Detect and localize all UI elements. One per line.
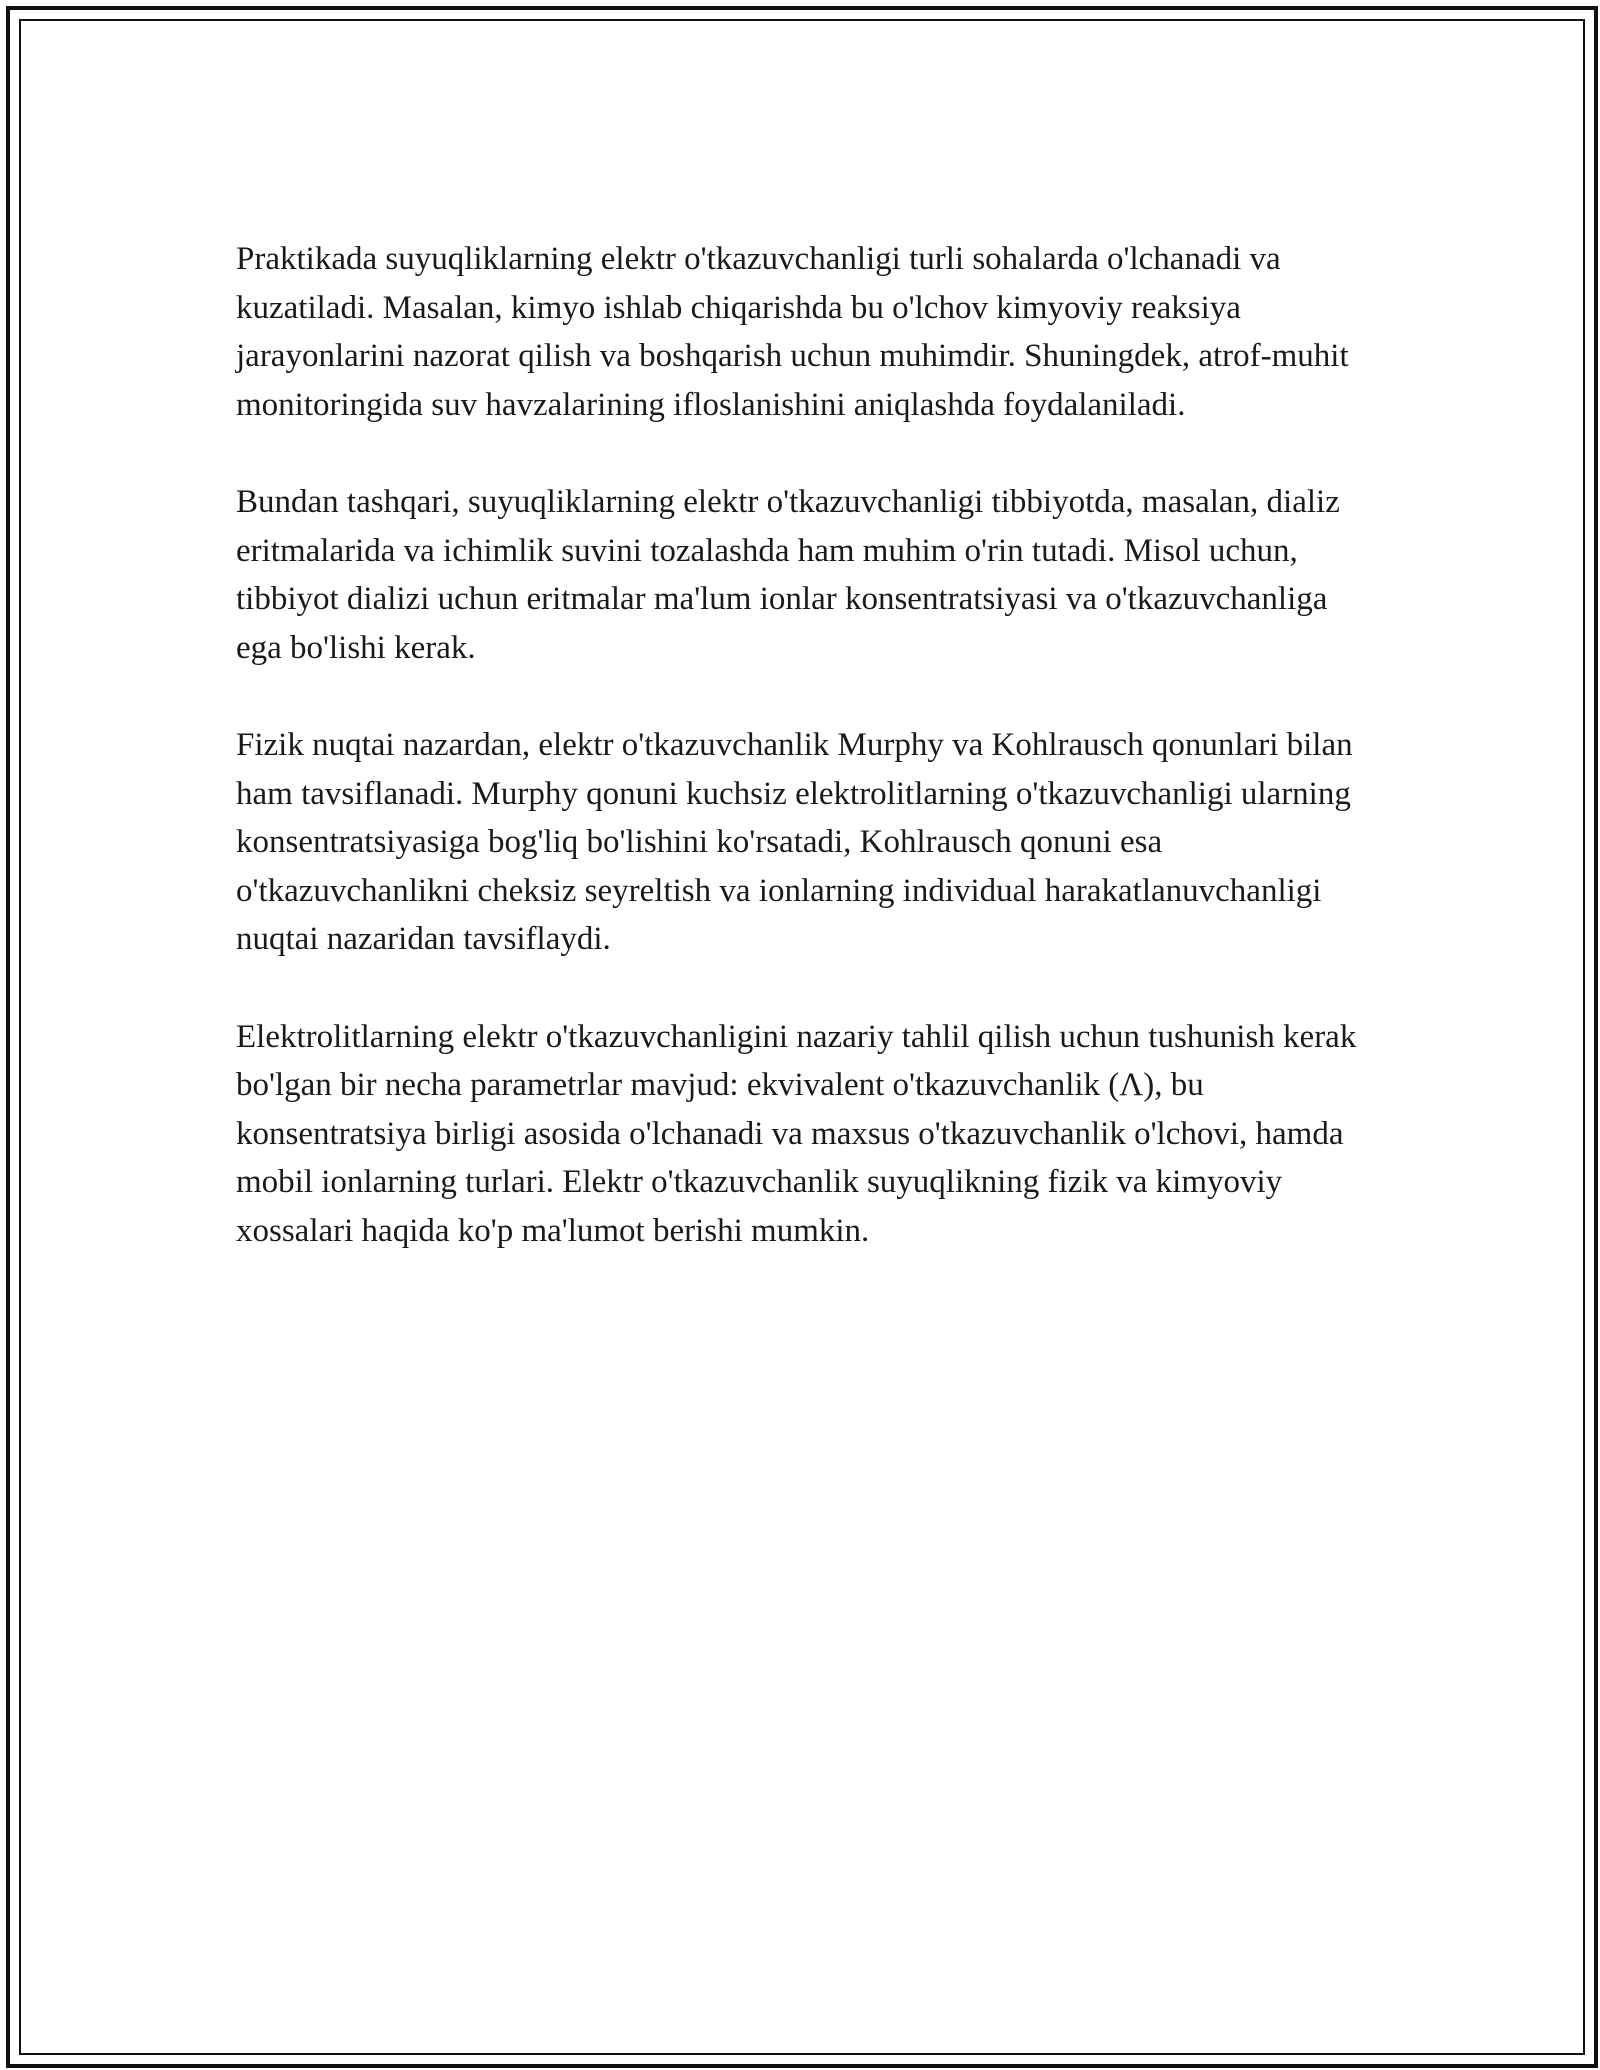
paragraph-3: Fizik nuqtai nazardan, elektr o'tkazuvchanlik Murphy va Kohlrausch qonunlari bilan ham tavsiflanadi. Murphy qonuni kuchsiz elektrolitlarning o'tkazuvchanligi ularning konsentratsiyasiga bog'liq bo'lishini ko'rsatadi, Kohlrausch qonuni esa o'tkazuvchanlikni cheksiz seyreltish va ionlarning individual harakatlanuvchanligi nuqtai nazaridan tavsiflaydi. — [236, 726, 1353, 958]
paragraph-1: Praktikada suyuqliklarning elektr o'tkazuvchanligi turli sohalarda o'lchanadi va kuzatiladi. Masalan, kimyo ishlab chiqarishda bu o'lchov kimyoviy reaksiya jarayonlarini nazorat qilish va boshqarish uchun muhimdir. Shuningdek, atrof-muhit monitoringida suv havzalarining ifloslanishini aniqlashda foydalaniladi. — [236, 241, 1349, 423]
paragraph-2: Bundan tashqari, suyuqliklarning elektr o'tkazuvchanligi tibbiyotda, masalan, dializ eritmalarida va ichimlik suvini tozalashda ham muhim o'rin tutadi. Misol uchun, tibbiyot dializi uchun eritmalar ma'lum ionlar konsentratsiyasi va o'tkazuvchanliga ega bo'lishi kerak. — [236, 483, 1340, 666]
document-body — [236, 235, 1371, 1304]
paragraph-4: Elektrolitlarning elektr o'tkazuvchanligini nazariy tahlil qilish uchun tushunish kerak bo'lgan bir necha parametrlar mavjud: ekvivalent o'tkazuvchanlik (Λ), bu konsentratsiya birligi asosida o'lchanadi va maxsus o'tkazuvchanlik o'lchovi, hamda mobil ionlarning turlari. Elektr o'tkazuvchanlik suyuqlikning fizik va kimyoviy xossalari haqida ko'p ma'lumot berishi mumkin. — [236, 1018, 1357, 1249]
